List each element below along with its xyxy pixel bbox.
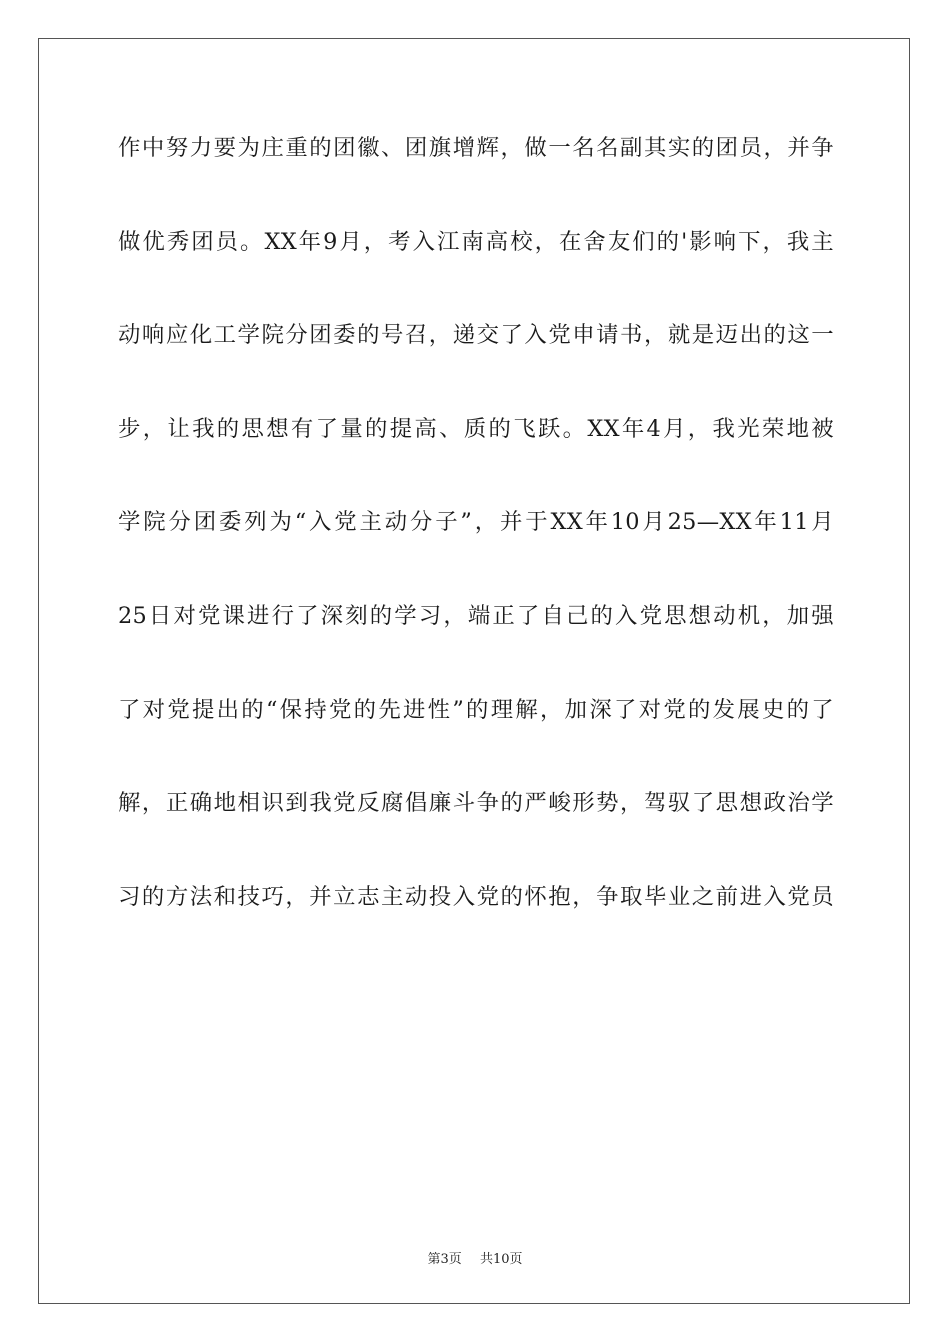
page-number: 第3页 — [427, 1252, 462, 1267]
text-line: 动响应化工学院分团委的号召，递交了入党申请书，就是迈出的这一 — [118, 322, 834, 349]
text-line: 做优秀团员。XX年9月，考入江南高校，在舍友们的'影响下，我主 — [118, 228, 834, 255]
text-line: 作中努力要为庄重的团徽、团旗增辉，做一名名副其实的团员，并争 — [118, 135, 834, 161]
text-line: 了对党提出的“保持党的先进性”的理解，加深了对党的发展史的了 — [118, 696, 834, 723]
text-line: 解，正确地相识到我党反腐倡廉斗争的严峻形势，驾驭了思想政治学 — [118, 790, 834, 817]
page-total: 共10页 — [479, 1252, 523, 1267]
text-line: 步，让我的思想有了量的提高、质的飞跃。XX年4月，我光荣地被 — [118, 415, 834, 442]
document-body — [118, 128, 834, 970]
text-line: 25日对党课进行了深刻的学习，端正了自己的入党思想动机，加强 — [118, 602, 834, 629]
page-footer — [0, 1248, 950, 1267]
text-line: 学院分团委列为“入党主动分子”，并于XX年10月25—XX年11月 — [118, 509, 834, 536]
text-line: 习的方法和技巧，并立志主动投入党的怀抱，争取毕业之前进入党员 — [118, 883, 834, 910]
